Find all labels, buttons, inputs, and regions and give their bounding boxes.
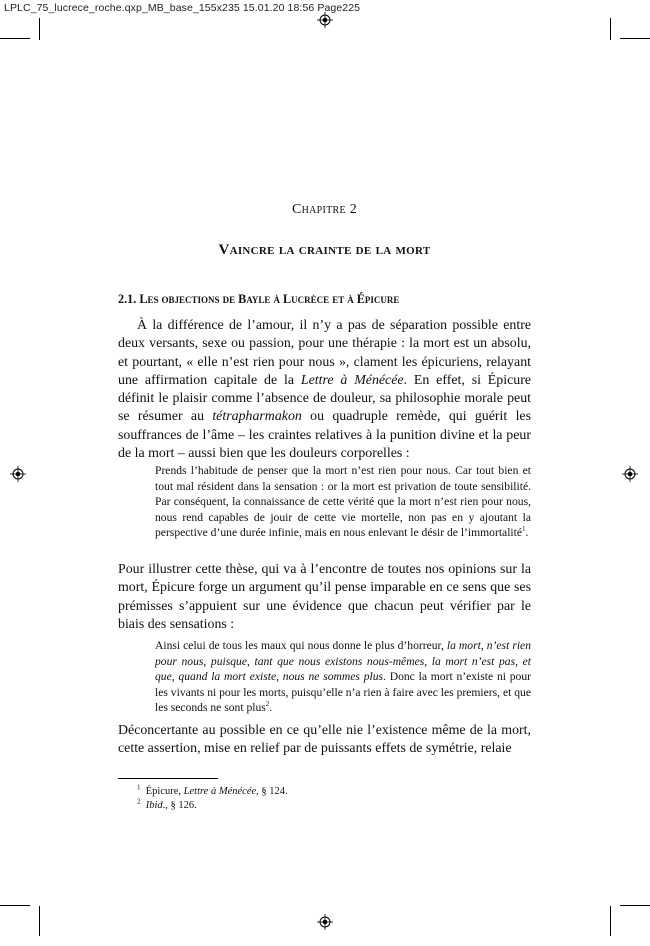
block-quote: Prends l’habitude de penser que la mort n’est rien pour nous. Car tout bien et tout mal résident dans la sensation : or la mort est privation de toute sensibilité. Par conséquent, la connaissance de cette vérité que la mort n’est rien pour nous, nous rend capables de jouir de cette vie mortelle, non pas en y ajoutant la perspective d’une durée infinie, mais en nous enlevant le désir de l’immortalité$^1$.	[155, 464, 531, 539]
registration-mark-icon	[317, 12, 333, 28]
block-quote: Ainsi celui de tous les maux qui nous donne le plus d’horreur, la mort, n’est rien pour nous, puisque, tant que nous existons nous-mêmes, la mort n’est pas, et que, quand la mort existe, nous ne sommes plus. Donc la mort n’existe ni pour les vivants ni pour les morts, puisqu’elle n’a rien à faire avec les premiers, et que les seconds ne sont plus$^2$.	[155, 639, 532, 714]
crop-mark	[620, 38, 650, 39]
crop-mark	[610, 18, 611, 40]
registration-mark-icon	[10, 466, 26, 482]
paragraph: Déconcertante au possible en ce qu’elle nie l’existence même de la mort, cette assertion, mise en relief par de puissants effets de symétrie, relaie	[118, 723, 531, 757]
footnote-rule	[118, 778, 218, 779]
crop-mark	[620, 905, 650, 906]
footnote-ref: 1	[522, 525, 526, 534]
crop-mark	[0, 905, 30, 906]
footnote: $^1$ Épicure, Lettre à Ménécée, § 124.	[137, 783, 288, 797]
crop-mark	[39, 906, 40, 936]
footnote: $^2$ Ibid., § 126.	[137, 797, 197, 811]
section-heading: 2.1. Les objections de Bayle à Lucrèce et à Épicure	[118, 292, 400, 306]
crop-mark	[0, 38, 30, 39]
footnote-ref: 2	[265, 700, 270, 709]
paragraph: Pour illustrer cette thèse, qui va à l’encontre de toutes nos opinions sur la mort, Épicure forge un argument qu’il pense imparable en ce sens que ses prémisses s’appuient sur une évidence que chacun peut vérifier par le biais des sensations :	[118, 562, 531, 632]
crop-mark	[39, 18, 40, 40]
paragraph: À la différence de l’amour, il n’y a pas de séparation possible entre deux versants, sexe ou passion, pour une thérapie : la mort est un absolu, et pourtant, « elle n’est rien pour nous », clament les épicuriens, relayant une affirmation capitale de la Lettre à Ménécée. En effet, si Épicure définit le plaisir comme l’absence de douleur, sa philosophie morale peut se résumer au tétrapharmakon ou quadruple remède, qui guérit les souffrances de l’âme – les craintes relatives à la punition divine et la peur de la mort – aussi bien que les douleurs corporelles :	[118, 318, 532, 462]
print-slug: LPLC_75_lucrece_roche.qxp_MB_base_155x235 15.01.20 18:56 Page225	[4, 2, 361, 14]
crop-mark	[610, 906, 611, 936]
chapter-label: Chapitre 2	[291, 202, 358, 217]
registration-mark-icon	[317, 914, 333, 930]
chapter-title: Vaincre la crainte de la mort	[218, 242, 431, 258]
registration-mark-icon	[622, 466, 638, 482]
